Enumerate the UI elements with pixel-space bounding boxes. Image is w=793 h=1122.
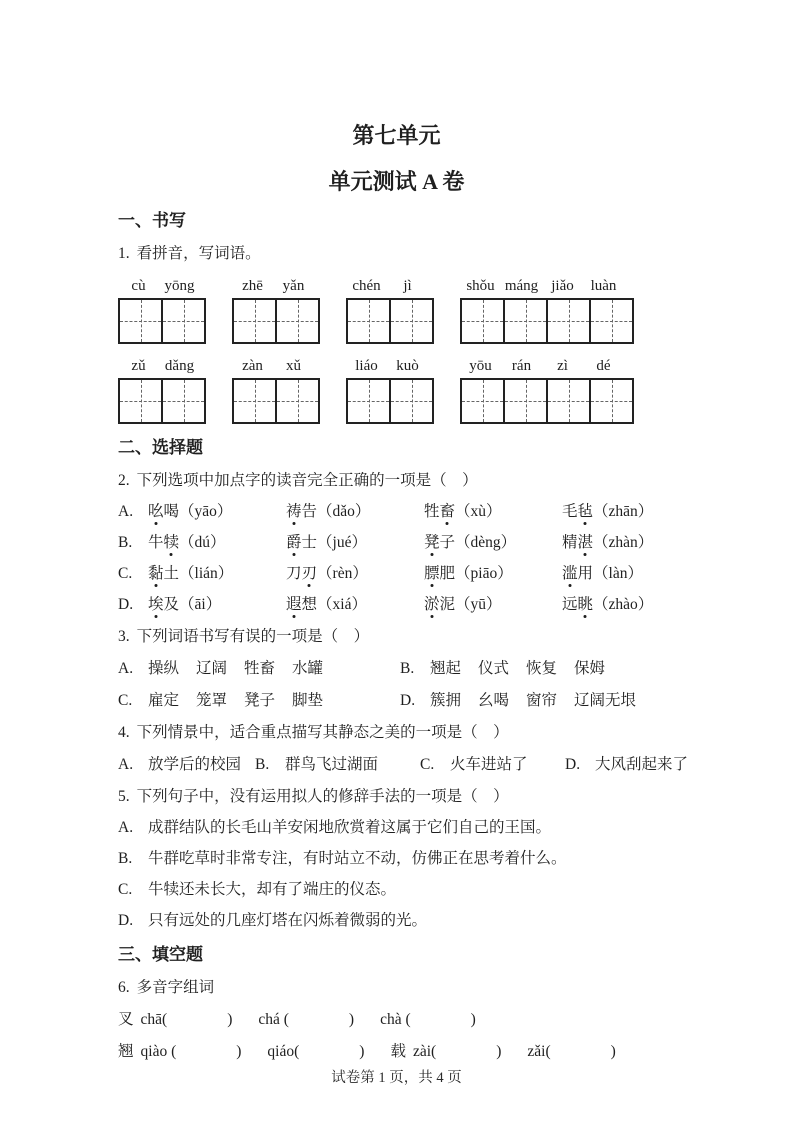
option-text: 放学后的校园 bbox=[148, 756, 242, 773]
writing-cell bbox=[460, 378, 505, 424]
option-label: B. bbox=[118, 850, 133, 867]
dotted-word bbox=[424, 596, 455, 613]
option-word: 雇定 bbox=[148, 692, 180, 709]
option-group bbox=[118, 691, 400, 711]
pinyin-syllable: zài( bbox=[412, 1043, 437, 1060]
close-paren: ) bbox=[227, 1011, 233, 1028]
option-label: C. bbox=[118, 692, 133, 709]
pinyin-syllables bbox=[460, 356, 634, 376]
pinyin-syllables bbox=[118, 276, 206, 296]
pinyin-annotation: （zhān） bbox=[593, 503, 654, 520]
pinyin-syllables bbox=[232, 356, 320, 376]
char: 告 bbox=[301, 503, 318, 520]
question-stem: 下列词语书写有误的一项是（ ） bbox=[136, 628, 370, 645]
question-stem: 下列选项中加点字的读音完全正确的一项是（ ） bbox=[136, 472, 478, 489]
pinyin-syllable: dǎng bbox=[164, 358, 195, 374]
polyphone-character: 载 bbox=[390, 1043, 406, 1060]
pinyin-syllable: chén bbox=[352, 278, 381, 294]
option-item bbox=[118, 755, 255, 775]
pinyin-annotation: （jué） bbox=[317, 534, 367, 551]
word-with-pinyin bbox=[424, 533, 562, 553]
pinyin-syllable: zì bbox=[557, 358, 568, 374]
option-word: 幺喝 bbox=[478, 692, 510, 709]
option-label: C. bbox=[420, 756, 435, 773]
option-word: 辽阔无垠 bbox=[574, 692, 637, 709]
word-with-pinyin bbox=[148, 564, 286, 584]
pinyin-syllable: qiáo( bbox=[267, 1043, 300, 1060]
writing-cell bbox=[232, 298, 277, 344]
writing-cell bbox=[346, 378, 391, 424]
pinyin-syllable: yōng bbox=[164, 278, 195, 294]
word-with-pinyin bbox=[424, 595, 562, 615]
writing-grid bbox=[232, 378, 320, 424]
option-word: 脚垫 bbox=[292, 692, 324, 709]
word-with-pinyin bbox=[562, 595, 653, 615]
pinyin-annotation: （āi） bbox=[179, 596, 222, 613]
writing-grid bbox=[460, 298, 634, 344]
word-with-pinyin bbox=[562, 502, 653, 522]
option-label: A. bbox=[118, 756, 134, 773]
pinyin-annotation: （dǎo） bbox=[317, 503, 371, 520]
dotted-char: 爵 bbox=[286, 534, 302, 551]
pinyin-syllables bbox=[346, 356, 434, 376]
option-word: 辽阔 bbox=[196, 660, 228, 677]
question-stem-line bbox=[118, 723, 698, 743]
polyphone-item bbox=[267, 1042, 364, 1062]
pinyin-word-group bbox=[460, 276, 634, 344]
pinyin-syllable: zǎi( bbox=[527, 1043, 551, 1060]
question-stem: 下列句子中，没有运用拟人的修辞手法的一项是（ ） bbox=[136, 788, 509, 805]
pinyin-syllable: zǔ bbox=[131, 358, 146, 374]
char: 精 bbox=[562, 534, 578, 551]
section-heading: 一、书写 bbox=[118, 211, 186, 230]
pinyin-syllables bbox=[118, 356, 206, 376]
option-row bbox=[118, 755, 698, 775]
char: 想 bbox=[301, 596, 318, 613]
option-row bbox=[118, 533, 698, 553]
char: 喝 bbox=[163, 503, 180, 520]
option-label: D. bbox=[400, 692, 416, 709]
writing-cell bbox=[546, 298, 591, 344]
pinyin-word-group bbox=[232, 356, 320, 424]
word-with-pinyin bbox=[286, 564, 424, 584]
option-word: 翘起 bbox=[430, 660, 462, 677]
option-label: D. bbox=[565, 756, 581, 773]
pinyin-syllable: chā( bbox=[140, 1011, 168, 1028]
pinyin-syllable: liáo bbox=[355, 358, 378, 374]
word-with-pinyin bbox=[562, 533, 653, 553]
writing-cell bbox=[232, 378, 277, 424]
word-with-pinyin bbox=[148, 595, 286, 615]
dotted-char: 埃 bbox=[148, 596, 164, 613]
question-number: 5. bbox=[118, 788, 130, 805]
option-label: B. bbox=[255, 756, 270, 773]
writing-cell bbox=[589, 298, 634, 344]
pinyin-annotation: （xiá） bbox=[317, 596, 367, 613]
word-with-pinyin bbox=[148, 533, 286, 553]
option-label: A. bbox=[118, 660, 134, 677]
question-number: 2. bbox=[118, 472, 130, 489]
pinyin-word-group bbox=[232, 276, 320, 344]
pinyin-annotation: （piāo） bbox=[455, 565, 513, 582]
word-with-pinyin bbox=[562, 564, 643, 584]
writing-cell bbox=[346, 298, 391, 344]
dotted-char: 刃 bbox=[301, 565, 318, 582]
dotted-word bbox=[286, 534, 317, 551]
polyphone-item bbox=[380, 1010, 476, 1030]
writing-cell bbox=[389, 298, 434, 344]
dotted-char: 吆 bbox=[148, 503, 164, 520]
question-number: 6. bbox=[118, 979, 130, 996]
char: 毛 bbox=[562, 503, 578, 520]
option-word: 簇拥 bbox=[430, 692, 462, 709]
char: 及 bbox=[163, 596, 180, 613]
close-paren: ) bbox=[236, 1043, 242, 1060]
option-item bbox=[420, 755, 565, 775]
page-title: 第七单元 bbox=[352, 123, 441, 148]
word-with-pinyin bbox=[424, 502, 562, 522]
dotted-word bbox=[148, 503, 179, 520]
dotted-word bbox=[562, 534, 593, 551]
dotted-word bbox=[562, 503, 593, 520]
writing-cell bbox=[161, 378, 206, 424]
option-row bbox=[118, 880, 698, 900]
option-label: C. bbox=[118, 565, 133, 582]
question-number: 1. bbox=[118, 245, 130, 262]
option-text: 牛犊还未长大，却有了端庄的仪态。 bbox=[148, 881, 397, 898]
pinyin-syllables bbox=[232, 276, 320, 296]
writing-cell bbox=[118, 298, 163, 344]
option-row bbox=[118, 595, 698, 615]
option-label: D. bbox=[118, 596, 134, 613]
dotted-word bbox=[148, 565, 179, 582]
pinyin-word-group bbox=[346, 356, 434, 424]
pinyin-syllable: jì bbox=[403, 278, 412, 294]
writing-grid bbox=[118, 298, 206, 344]
char: 子 bbox=[439, 534, 456, 551]
pinyin-syllable: jiǎo bbox=[551, 278, 574, 294]
option-label: C. bbox=[118, 881, 133, 898]
option-row bbox=[118, 849, 698, 869]
option-row bbox=[118, 564, 698, 584]
option-label: A. bbox=[118, 503, 134, 520]
option-text: 牛群吃草时非常专注，有时站立不动，仿佛正在思考着什么。 bbox=[148, 850, 567, 867]
option-text: 火车进站了 bbox=[450, 756, 528, 773]
option-row bbox=[118, 691, 698, 711]
option-group bbox=[400, 659, 605, 679]
close-paren: ) bbox=[470, 1011, 476, 1028]
dotted-char: 眺 bbox=[577, 596, 594, 613]
option-label: A. bbox=[118, 819, 134, 836]
char: 士 bbox=[301, 534, 318, 551]
word-with-pinyin bbox=[286, 502, 424, 522]
question-stem-line bbox=[118, 244, 698, 264]
pinyin-syllable: cù bbox=[131, 278, 146, 294]
dotted-word bbox=[562, 565, 593, 582]
option-word: 水罐 bbox=[292, 660, 324, 677]
pinyin-annotation: （làn） bbox=[593, 565, 643, 582]
dotted-word bbox=[286, 503, 317, 520]
pinyin-annotation: （yāo） bbox=[179, 503, 233, 520]
polyphone-character: 叉 bbox=[118, 1011, 134, 1028]
pinyin-annotation: （yū） bbox=[455, 596, 502, 613]
pinyin-syllable: luàn bbox=[590, 278, 617, 294]
exam-body bbox=[0, 210, 793, 1062]
char: 用 bbox=[577, 565, 594, 582]
pinyin-syllable: zhē bbox=[242, 278, 263, 294]
pinyin-syllables bbox=[346, 276, 434, 296]
question-stem-line bbox=[118, 627, 698, 647]
dotted-char: 膘 bbox=[424, 565, 440, 582]
pinyin-syllable: chá ( bbox=[258, 1011, 289, 1028]
pinyin-annotation: （zhào） bbox=[593, 596, 654, 613]
option-group bbox=[400, 691, 636, 711]
writing-cell bbox=[389, 378, 434, 424]
pinyin-syllables bbox=[460, 276, 634, 296]
writing-cell bbox=[161, 298, 206, 344]
dotted-word bbox=[286, 596, 317, 613]
close-paren: ) bbox=[348, 1011, 355, 1028]
dotted-char: 毡 bbox=[577, 503, 594, 520]
writing-cell bbox=[275, 378, 320, 424]
option-group bbox=[118, 659, 400, 679]
question-number: 3. bbox=[118, 628, 130, 645]
question-stem-line bbox=[118, 787, 698, 807]
pinyin-annotation: （xù） bbox=[455, 503, 502, 520]
char: 牲 bbox=[424, 503, 440, 520]
section-heading: 二、选择题 bbox=[118, 438, 203, 457]
char: 肥 bbox=[439, 565, 456, 582]
writing-cell bbox=[589, 378, 634, 424]
dotted-char: 滥 bbox=[562, 565, 578, 582]
pinyin-syllable: yǎn bbox=[282, 278, 305, 294]
pinyin-word-group bbox=[118, 356, 206, 424]
pinyin-syllable: shǒu bbox=[466, 278, 495, 294]
word-with-pinyin bbox=[286, 533, 424, 553]
dotted-char: 犊 bbox=[163, 534, 180, 551]
dotted-char: 凳 bbox=[424, 534, 440, 551]
option-row bbox=[118, 818, 698, 838]
question-stem-line bbox=[118, 471, 698, 491]
dotted-word bbox=[148, 534, 179, 551]
option-row bbox=[118, 659, 698, 679]
writing-cell bbox=[460, 298, 505, 344]
word-with-pinyin bbox=[424, 564, 562, 584]
pinyin-annotation: （rèn） bbox=[317, 565, 368, 582]
pinyin-annotation: （lián） bbox=[179, 565, 234, 582]
section-heading: 三、填空题 bbox=[118, 945, 203, 964]
pinyin-syllable: rán bbox=[511, 358, 532, 374]
dotted-char: 祷 bbox=[286, 503, 302, 520]
polyphone-line bbox=[118, 1042, 698, 1062]
dotted-char: 畜 bbox=[439, 503, 456, 520]
word-with-pinyin bbox=[148, 502, 286, 522]
page-subtitle: 单元测试 A 卷 bbox=[328, 169, 465, 194]
dotted-word bbox=[424, 503, 455, 520]
question-stem-line bbox=[118, 978, 698, 998]
option-text: 大风刮起来了 bbox=[595, 756, 689, 773]
close-paren: ) bbox=[359, 1043, 365, 1060]
char: 刀 bbox=[286, 565, 302, 582]
footer-page-indicator: 试卷第 1 页，共 4 页 bbox=[331, 1070, 462, 1086]
option-word: 牲畜 bbox=[244, 660, 276, 677]
option-text: 成群结队的长毛山羊安闲地欣赏着这属于它们自己的王国。 bbox=[148, 819, 552, 836]
option-word: 仪式 bbox=[478, 660, 510, 677]
pinyin-word-group bbox=[460, 356, 634, 424]
dotted-char: 黏 bbox=[148, 565, 164, 582]
polyphone-item bbox=[527, 1042, 615, 1062]
question-number: 4. bbox=[118, 724, 130, 741]
writing-grid bbox=[232, 298, 320, 344]
option-item bbox=[565, 755, 688, 775]
polyphone-item bbox=[118, 1010, 232, 1030]
polyphone-item bbox=[258, 1010, 354, 1030]
option-label: B. bbox=[400, 660, 415, 677]
polyphone-item bbox=[118, 1042, 241, 1062]
writing-grid bbox=[346, 378, 434, 424]
dotted-word bbox=[424, 534, 455, 551]
option-word: 凳子 bbox=[244, 692, 276, 709]
char: 远 bbox=[562, 596, 578, 613]
pinyin-syllable: qiào ( bbox=[140, 1043, 177, 1060]
close-paren: ) bbox=[610, 1043, 616, 1060]
question-stem: 看拼音，写词语。 bbox=[136, 245, 261, 262]
option-label: D. bbox=[118, 912, 134, 929]
pinyin-syllable: máng bbox=[504, 278, 539, 294]
close-paren: ) bbox=[496, 1043, 502, 1060]
polyphone-character: 翘 bbox=[118, 1043, 134, 1060]
dotted-char: 湛 bbox=[577, 534, 594, 551]
option-text: 只有远处的几座灯塔在闪烁着微弱的光。 bbox=[148, 912, 428, 929]
question-stem: 下列情景中，适合重点描写其静态之美的一项是（ ） bbox=[136, 724, 509, 741]
option-word: 窗帘 bbox=[526, 692, 558, 709]
option-text: 群鸟飞过湖面 bbox=[285, 756, 379, 773]
writing-cell bbox=[503, 298, 548, 344]
option-word: 笼罩 bbox=[196, 692, 228, 709]
option-row bbox=[118, 911, 698, 931]
pinyin-grid-row bbox=[118, 356, 698, 424]
pinyin-syllable: dé bbox=[596, 358, 611, 374]
word-with-pinyin bbox=[286, 595, 424, 615]
writing-grid bbox=[118, 378, 206, 424]
writing-grid bbox=[346, 298, 434, 344]
pinyin-word-group bbox=[118, 276, 206, 344]
dotted-char: 遐 bbox=[286, 596, 302, 613]
pinyin-syllable: yōu bbox=[469, 358, 492, 374]
option-word: 操纵 bbox=[148, 660, 180, 677]
option-label: B. bbox=[118, 534, 133, 551]
char: 牛 bbox=[148, 534, 164, 551]
writing-cell bbox=[503, 378, 548, 424]
pinyin-syllable: xǔ bbox=[286, 358, 301, 374]
char: 土 bbox=[163, 565, 180, 582]
writing-cell bbox=[275, 298, 320, 344]
char: 泥 bbox=[439, 596, 456, 613]
option-item bbox=[255, 755, 420, 775]
pinyin-syllable: zàn bbox=[242, 358, 263, 374]
writing-cell bbox=[118, 378, 163, 424]
option-word: 恢复 bbox=[526, 660, 558, 677]
polyphone-item bbox=[390, 1042, 501, 1062]
pinyin-syllable: chà ( bbox=[380, 1011, 411, 1028]
option-row bbox=[118, 502, 698, 522]
pinyin-syllable: kuò bbox=[396, 358, 419, 374]
pinyin-grid-row bbox=[118, 276, 698, 344]
option-word: 保姆 bbox=[574, 660, 606, 677]
dotted-char: 淤 bbox=[424, 596, 440, 613]
question-stem: 多音字组词 bbox=[136, 979, 215, 996]
pinyin-annotation: （dèng） bbox=[455, 534, 517, 551]
dotted-word bbox=[286, 565, 317, 582]
pinyin-word-group bbox=[346, 276, 434, 344]
dotted-word bbox=[424, 565, 455, 582]
pinyin-annotation: （dú） bbox=[179, 534, 226, 551]
dotted-word bbox=[562, 596, 593, 613]
writing-cell bbox=[546, 378, 591, 424]
pinyin-annotation: （zhàn） bbox=[593, 534, 654, 551]
polyphone-line bbox=[118, 1010, 698, 1030]
writing-grid bbox=[460, 378, 634, 424]
dotted-word bbox=[148, 596, 179, 613]
